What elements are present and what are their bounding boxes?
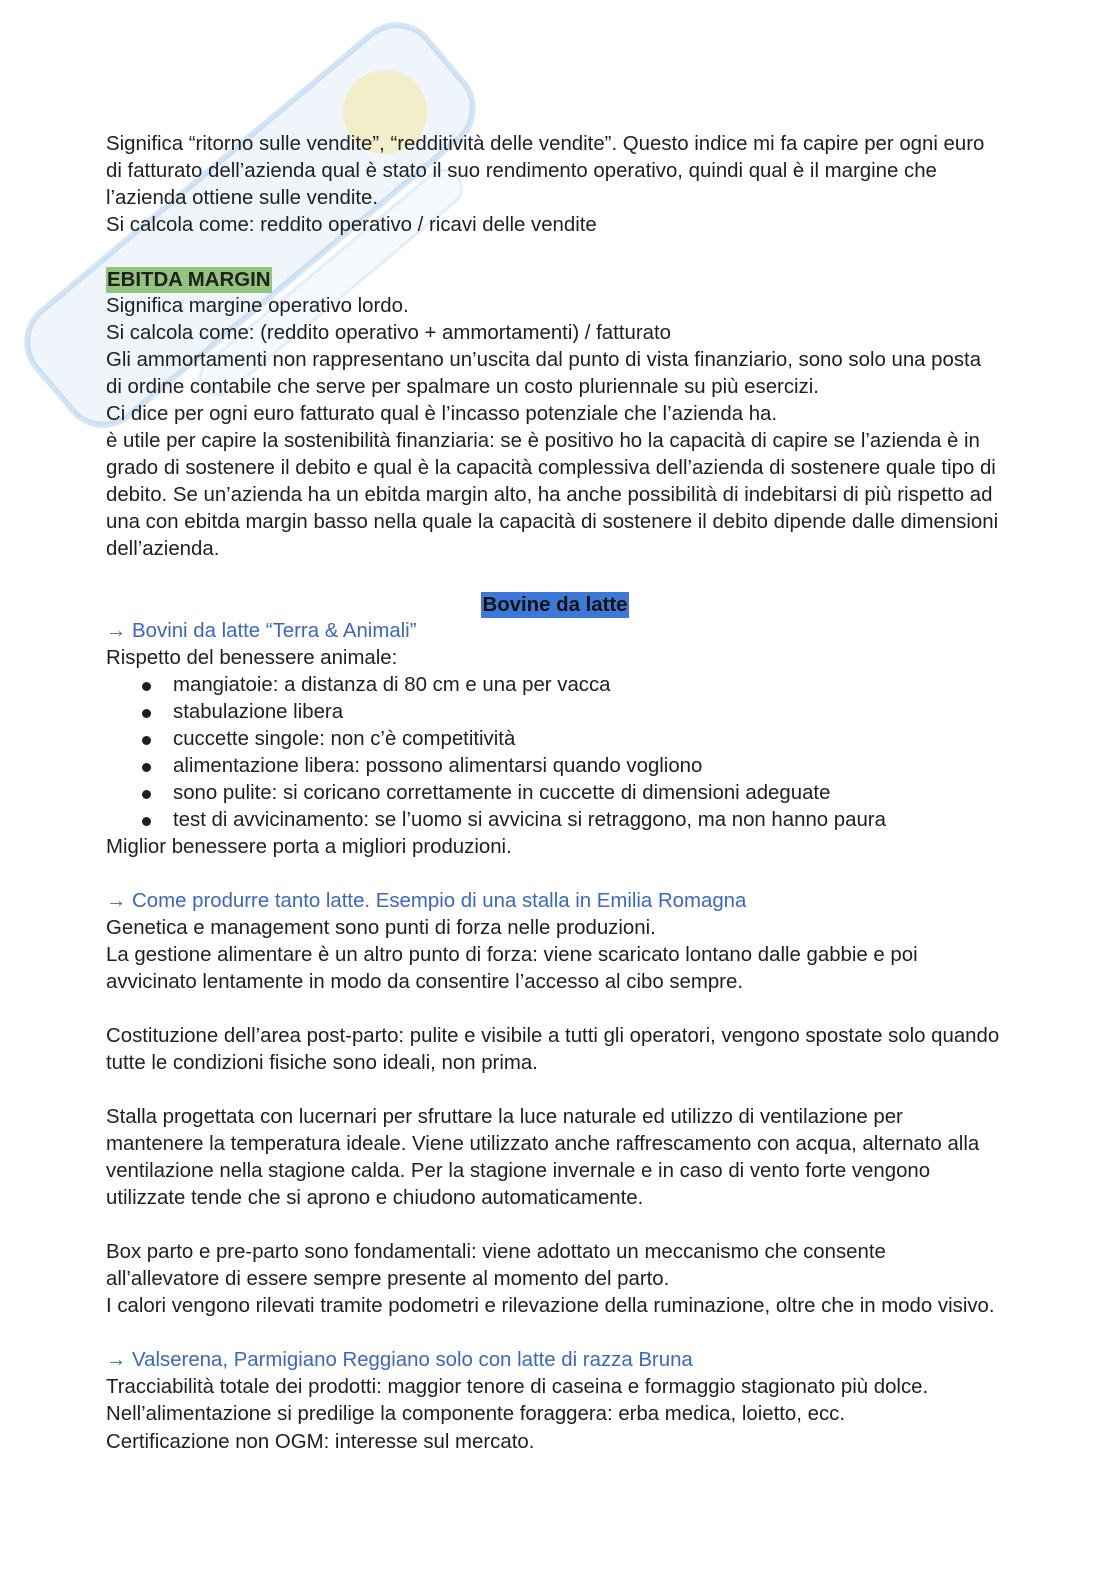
blank-line	[106, 239, 1004, 266]
bullet-icon	[142, 736, 151, 745]
paragraph-line: Genetica e management sono punti di forza nelle produzioni.	[106, 916, 656, 939]
paragraph-line: Rispetto del benessere animale:	[106, 646, 398, 669]
blank-line	[106, 1212, 1004, 1239]
paragraph-line: l’azienda ottiene sulle vendite.	[106, 187, 379, 210]
paragraph-line: Gli ammortamenti non rappresentano un’uscita dal punto di vista finanziario, sono solo una posta	[106, 349, 982, 372]
paragraph-line: debito. Se un’azienda ha un ebitda margin alto, ha anche possibilità di indebitarsi di più rispetto ad	[106, 484, 993, 507]
emilia-romagna-section	[106, 888, 1004, 1321]
section-title-line	[106, 591, 1004, 618]
bullet-item	[106, 672, 1004, 699]
ebitda-heading: EBITDA MARGIN	[107, 269, 271, 292]
bullet-list	[106, 672, 1004, 834]
bullet-text: stabulazione libera	[173, 700, 344, 723]
bullet-item	[106, 726, 1004, 753]
bullet-icon	[142, 709, 151, 718]
ebitda-margin-section	[106, 266, 1004, 563]
bullet-text: sono pulite: si coricano correttamente in cuccette di dimensioni adeguate	[173, 781, 831, 804]
paragraph-line: I calori vengono rilevati tramite podometri e rilevazione della ruminazione, oltre che in modo visivo.	[106, 1295, 995, 1318]
bullet-item	[106, 699, 1004, 726]
paragraph-line: utilizzate tende che si aprono e chiudono automaticamente.	[106, 1187, 644, 1210]
paragraph-line: dell’azienda.	[106, 538, 220, 561]
bullet-text: cuccette singole: non c’è competitività	[173, 727, 516, 750]
bullet-icon	[142, 682, 151, 691]
paragraph-line: mantenere la temperatura ideale. Viene utilizzato anche raffrescamento con acqua, alternato alla	[106, 1133, 980, 1156]
blank-line	[106, 1320, 1004, 1347]
bullet-item	[106, 780, 1004, 807]
bullet-icon	[142, 817, 151, 826]
paragraph-line: Box parto e pre-parto sono fondamentali: viene adottato un meccanismo che consente	[106, 1241, 886, 1264]
paragraph-line: una con ebitda margin basso nella quale la capacità di sostenere il debito dipende dalle dimensioni	[106, 511, 999, 534]
paragraph-line: Costituzione dell’area post-parto: pulite e visibile a tutti gli operatori, vengono spostate solo quando	[106, 1025, 1000, 1048]
paragraph-line: grado di sostenere il debito e qual è la capacità complessiva dell’azienda di sostenere quale tipo di	[106, 457, 996, 480]
paragraph-line: ventilazione nella stagione calda. Per la stagione invernale e in caso di vento forte vengono	[106, 1160, 931, 1183]
paragraph-line: di ordine contabile che serve per spalmare un costo pluriennale su più esercizi.	[106, 376, 819, 399]
blank-line	[106, 564, 1004, 591]
bullet-text: test di avvicinamento: se l’uomo si avvicina si retraggono, ma non hanno paura	[173, 808, 886, 831]
bullet-item	[106, 807, 1004, 834]
paragraph-line: Nell’alimentazione si predilige la componente foraggera: erba medica, loietto, ecc.	[106, 1403, 846, 1426]
blank-line	[106, 996, 1004, 1023]
blank-line	[106, 1077, 1004, 1104]
paragraph-line: avvicinato lentamente in modo da consentire l’accesso al cibo sempre.	[106, 970, 743, 993]
paragraph-line: Significa “ritorno sulle vendite”, “redditività delle vendite”. Questo indice mi fa capire per ogni euro	[106, 133, 985, 155]
paragraph-line: Si calcola come: (reddito operativo + ammortamenti) / fatturato	[106, 322, 671, 345]
valserena-section	[106, 1347, 1004, 1455]
return-on-sales-section	[106, 131, 1004, 239]
paragraph-line: di fatturato dell’azienda qual è stato il suo rendimento operativo, quindi qual è il margine che	[106, 160, 937, 183]
paragraph-line: all’allevatore di essere sempre presente al momento del parto.	[106, 1268, 670, 1291]
paragraph-line: Miglior benessere porta a migliori produzioni.	[106, 835, 512, 858]
paragraph-line: La gestione alimentare è un altro punto di forza: viene scaricato lontano dalle gabbie e poi	[106, 943, 918, 966]
section-title: Bovine da latte	[482, 593, 628, 616]
paragraph-line: Ci dice per ogni euro fatturato qual è l’incasso potenziale che l’azienda ha.	[106, 403, 778, 426]
bullet-text: mangiatoie: a distanza di 80 cm e una per vacca	[173, 673, 611, 696]
paragraph-line: Si calcola come: reddito operativo / ricavi delle vendite	[106, 214, 597, 237]
blank-line	[106, 861, 1004, 888]
paragraph-line: Certificazione non OGM: interesse sul mercato.	[106, 1430, 535, 1453]
subheading-emilia-romagna: → Come produrre tanto latte. Esempio di una stalla in Emilia Romagna	[106, 889, 747, 912]
document-body	[106, 131, 1004, 1456]
paragraph-line: Significa margine operativo lordo.	[106, 295, 409, 318]
ebitda-heading-line	[106, 266, 1004, 293]
paragraph-line: è utile per capire la sostenibilità finanziaria: se è positivo ho la capacità di capire se l’azienda è in	[106, 430, 980, 453]
paragraph-line: Tracciabilità totale dei prodotti: maggior tenore di caseina e formaggio stagionato più dolce.	[106, 1376, 929, 1399]
paragraph-line: tutte le condizioni fisiche sono ideali, non prima.	[106, 1052, 538, 1075]
subheading-valserena: → Valserena, Parmigiano Reggiano solo con latte di razza Bruna	[106, 1349, 693, 1372]
subheading-terra-animali: → Bovini da latte “Terra & Animali”	[106, 619, 417, 642]
bullet-item	[106, 753, 1004, 780]
bullet-icon	[142, 763, 151, 772]
bullet-icon	[142, 790, 151, 799]
terra-animali-section	[106, 618, 1004, 861]
bullet-text: alimentazione libera: possono alimentarsi quando vogliono	[173, 754, 703, 777]
paragraph-line: Stalla progettata con lucernari per sfruttare la luce naturale ed utilizzo di ventilazione per	[106, 1106, 903, 1129]
